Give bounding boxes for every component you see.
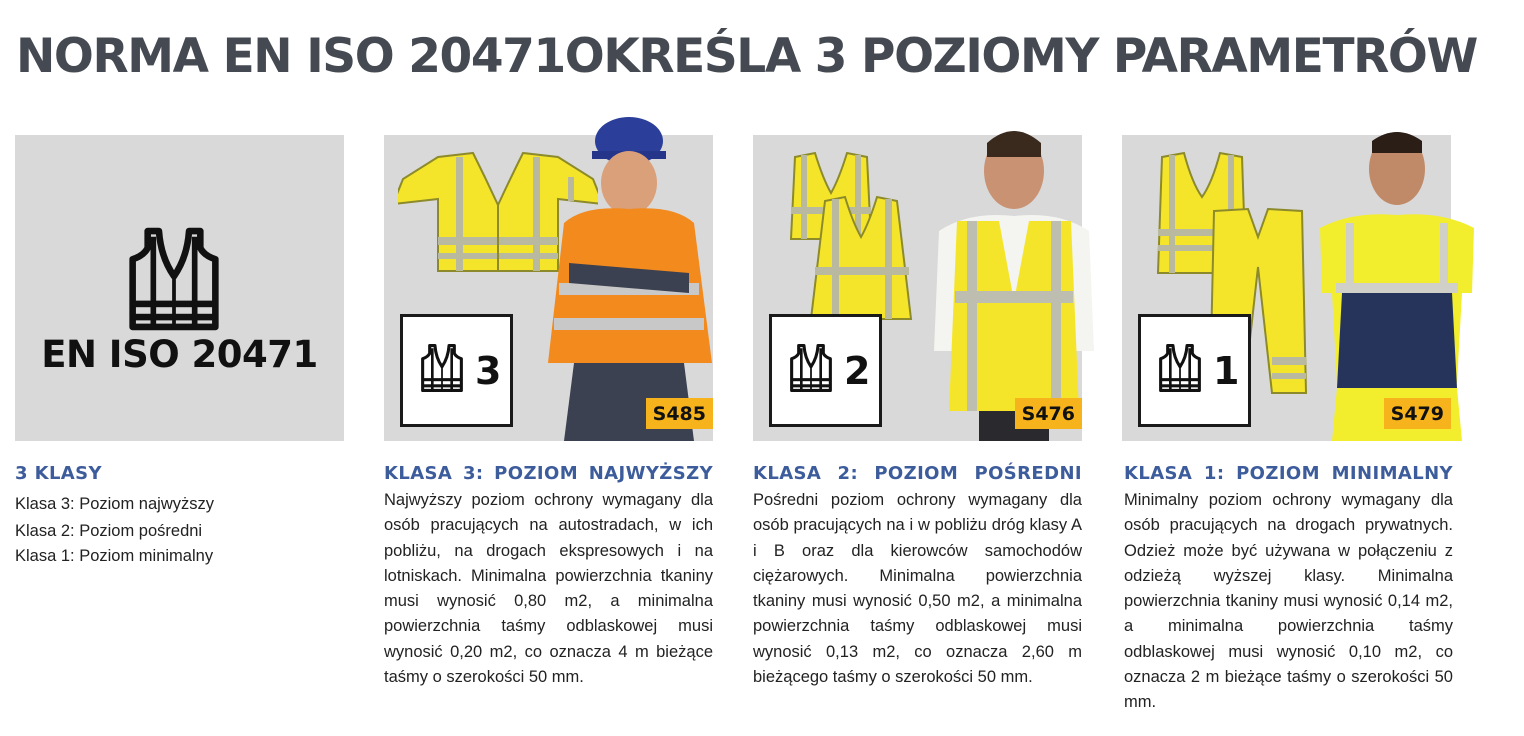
class-heading: KLASA 2: POZIOM POŚREDNI [753,463,1082,484]
class-heading: KLASA 1: POZIOM MINIMALNY [1124,463,1453,484]
intro-heading: 3 KLASY [15,463,102,484]
product-code: S476 [1015,398,1082,429]
product-code: S479 [1384,398,1451,429]
class-badge [769,314,882,427]
vest-icon [420,340,464,396]
class-2-column [753,460,1082,690]
vest-icon [787,149,917,324]
class-2-panel [753,135,1082,441]
list-item: Klasa 1: Poziom minimalny [15,547,214,565]
class-1-column [1124,460,1453,716]
vest-icon [1158,340,1202,396]
class-description: Pośredni poziom ochrony wymagany dla osób pracujących na i w pobliżu dróg klasy A i B oraz dla kierowców samochodów ciężarowych. Minimalna powierzchnia tkaniny musi wynosić 0,50 m2, a minimalna powierzchnia taśmy odblaskowej musi wynosić 0,13 m2, co oznacza 2,60 m bieżącego taśmy o szerokości 50 mm. [753,491,1082,687]
list-item: Klasa 2: Poziom pośredni [15,522,203,540]
class-3-panel [384,135,713,441]
vest-icon [127,227,221,331]
class-number: 2 [844,349,871,393]
class-1-panel [1122,135,1451,441]
intro-panel [15,135,344,441]
standard-label: EN ISO 20471 [41,333,318,376]
worker-photo [929,121,1099,441]
class-number: 3 [475,349,502,393]
class-heading: KLASA 3: POZIOM NAJWYŻSZY [384,463,713,484]
class-badge [400,314,513,427]
class-badge [1138,314,1251,427]
intro-column [15,460,344,567]
class-3-column [384,460,713,690]
product-code: S485 [646,398,713,429]
vest-icon [789,340,833,396]
worker-photo [1312,123,1482,441]
class-description: Minimalny poziom ochrony wymagany dla osób pracujących na drogach prywatnych. Odzież może być używana w połączeniu z odzieżą wyższej klasy. Minimalna powierzchnia tkaniny musi wynosić 0,14 m2, a minimalna powierzchnia taśmy odblaskowej musi wynosić 0,10 m2, co oznacza 2 m bieżące taśmy o szerokości 50 mm. [1124,491,1453,712]
worker-photo [544,113,714,441]
page-title: NORMA EN ISO 20471OKREŚLA 3 POZIOMY PARAMETRÓW [16,29,1477,84]
class-description: Najwyższy poziom ochrony wymagany dla osób pracujących na autostradach, w ich pobliżu, na drogach ekspresowych i na lotniskach. Minimalna powierzchnia tkaniny musi wynosić 0,80 m2, a minimalna powierzchnia taśmy odblaskowej musi wynosić 0,20 m2, co oznacza 4 m bieżące taśmy o szerokości 50 mm. [384,491,713,687]
class-number: 1 [1213,349,1240,393]
list-item: Klasa 3: Poziom najwyższy [15,495,214,513]
